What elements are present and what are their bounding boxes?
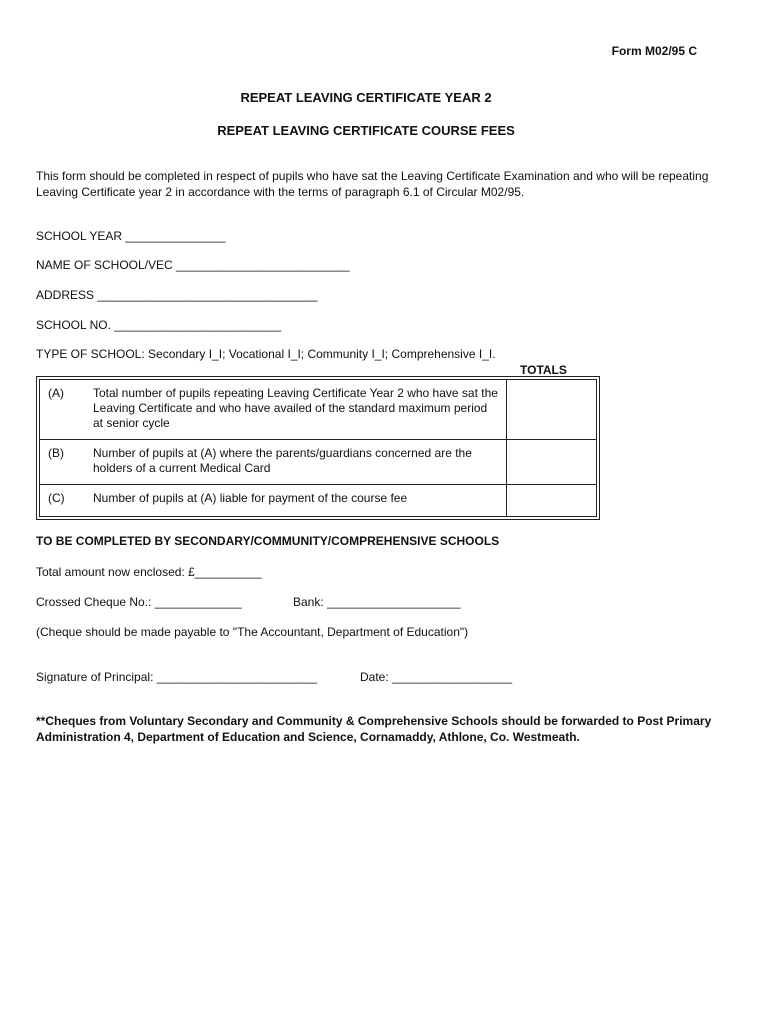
row-c-label: (C) [48, 491, 65, 505]
form-code: Form M02/95 C [611, 44, 697, 58]
section-heading: TO BE COMPLETED BY SECONDARY/COMMUNITY/COMPREHENSIVE SCHOOLS [36, 534, 500, 548]
row-c-total-cell[interactable] [507, 485, 596, 516]
row-a-description: Total number of pupils repeating Leaving Certificate Year 2 who have sat the Leaving Certificate and who have availed of the standard maximum period at senior cycle [93, 386, 498, 430]
footer-note: **Cheques from Voluntary Secondary and Community & Comprehensive Schools should be forwarded to Post Primary Administration 4, Department of Education and Science, Cornamaddy, Athlone, Co. Westmeath. [36, 714, 712, 744]
row-a-label: (A) [48, 386, 64, 400]
bank-field[interactable]: Bank: ____________________ [293, 595, 461, 609]
page-title: REPEAT LEAVING CERTIFICATE YEAR 2 [240, 90, 492, 105]
totals-header: TOTALS [520, 363, 567, 377]
intro-paragraph: This form should be completed in respect of pupils who have sat the Leaving Certificate Examination and who will be repeating Leaving Certificate year 2 in accordance with the terms of paragraph 6.1 of Circular M02/95. [36, 169, 709, 199]
row-c-description: Number of pupils at (A) liable for payment of the course fee [93, 491, 408, 505]
total-enclosed-field[interactable]: Total amount now enclosed: £__________ [36, 565, 262, 579]
school-year-field[interactable]: SCHOOL YEAR _______________ [36, 229, 226, 243]
address-field[interactable]: ADDRESS _________________________________ [36, 288, 318, 302]
row-b-total-cell[interactable] [507, 440, 596, 484]
cheque-number-field[interactable]: Crossed Cheque No.: _____________ [36, 595, 242, 609]
row-b-label: (B) [48, 446, 64, 460]
page-subtitle: REPEAT LEAVING CERTIFICATE COURSE FEES [217, 123, 515, 138]
school-type-field[interactable]: TYPE OF SCHOOL: Secondary I_I; Vocational I_I; Community I_I; Comprehensive I_I. [36, 347, 496, 361]
cheque-note: (Cheque should be made payable to "The Accountant, Department of Education") [36, 625, 469, 639]
row-a-total-cell[interactable] [507, 380, 596, 439]
row-b-description: Number of pupils at (A) where the parents/guardians concerned are the holders of a current Medical Card [93, 446, 472, 475]
school-name-field[interactable]: NAME OF SCHOOL/VEC __________________________ [36, 258, 350, 272]
school-number-field[interactable]: SCHOOL NO. _________________________ [36, 318, 282, 332]
principal-signature-field[interactable]: Signature of Principal: ________________________ [36, 670, 317, 684]
date-field[interactable]: Date: __________________ [360, 670, 513, 684]
